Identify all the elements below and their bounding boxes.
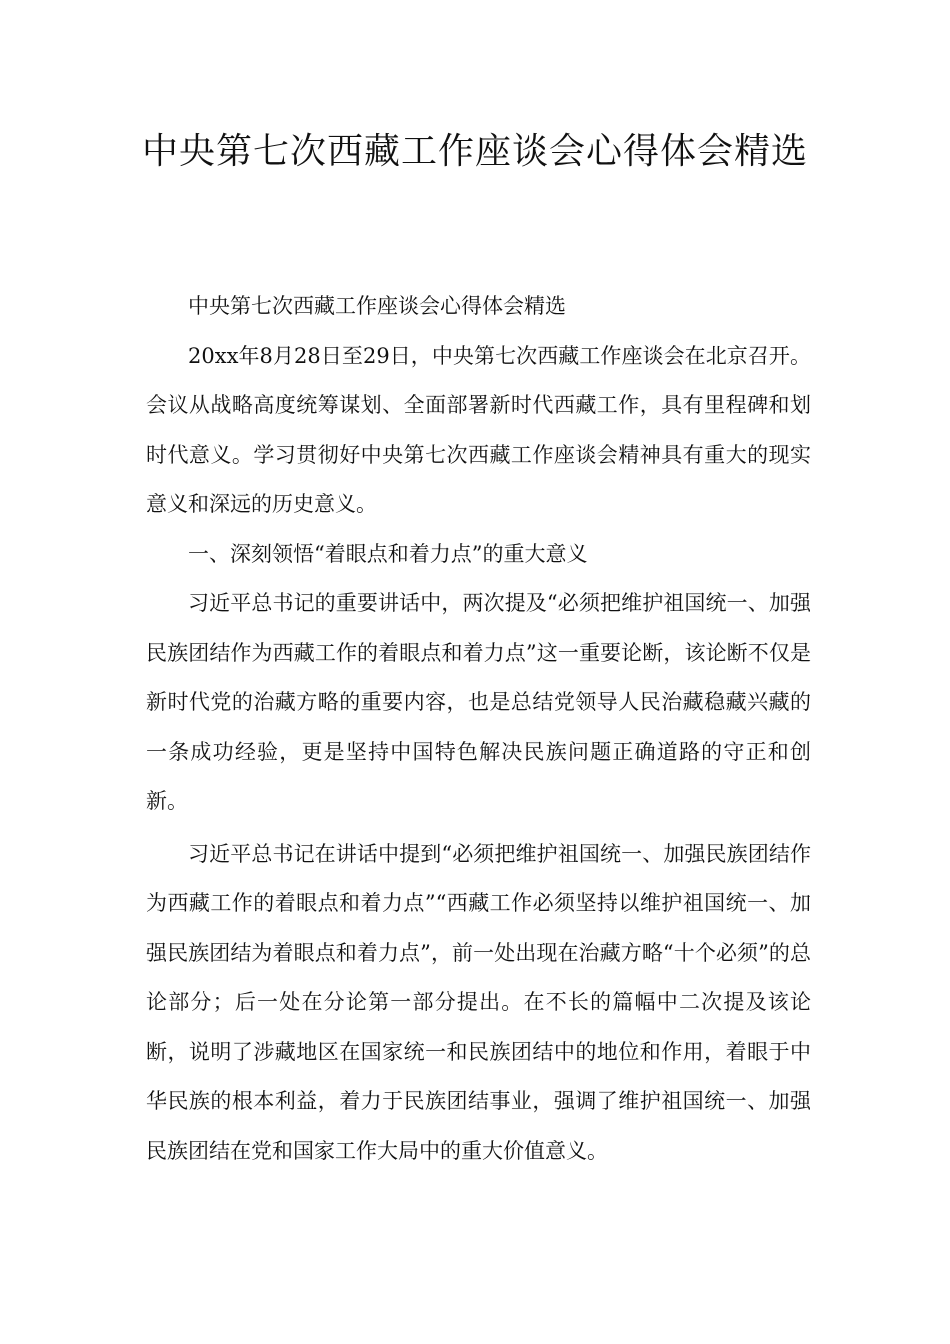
document-title: 中央第七次西藏工作座谈会心得体会精选 — [141, 131, 808, 172]
paragraph-intro: 20xx年8月28日至29日，中央第七次西藏工作座谈会在北京召开。会议从战略高度统筹谋划、全面部署新时代西藏工作，具有里程碑和划时代意义。学习贯彻好中央第七次西藏工作座谈会精神具有重大的现实意义和深远的历史意义。 — [146, 343, 811, 516]
paragraph-subtitle: 中央第七次西藏工作座谈会心得体会精选 — [188, 294, 566, 318]
paragraph-body: 习近平总书记的重要讲话中，两次提及“必须把维护祖国统一、加强民族团结作为西藏工作的着眼点和着力点”这一重要论断，该论断不仅是新时代党的治藏方略的重要内容，也是总结党领导人民治藏稳藏兴藏的一条成功经验，更是坚持中国特色解决民族问题正确道路的守正和创新。 — [146, 591, 811, 813]
paragraph-body: 习近平总书记在讲话中提到“必须把维护祖国统一、加强民族团结作为西藏工作的着眼点和着力点”“西藏工作必须坚持以维护祖国统一、加强民族团结为着眼点和着力点”，前一处出现在治藏方略“十个必须”的总论部分；后一处在分论第一部分提出。在不长的篇幅中二次提及该论断，说明了涉藏地区在国家统一和民族团结中的地位和作用，着眼于中华民族的根本利益，着力于民族团结事业，强调了维护祖国统一、加强民族团结在党和国家工作大局中的重大价值意义。 — [146, 841, 811, 1163]
document-body — [146, 282, 811, 1176]
section-heading: 一、深刻领悟“着眼点和着力点”的重大意义 — [188, 541, 588, 566]
